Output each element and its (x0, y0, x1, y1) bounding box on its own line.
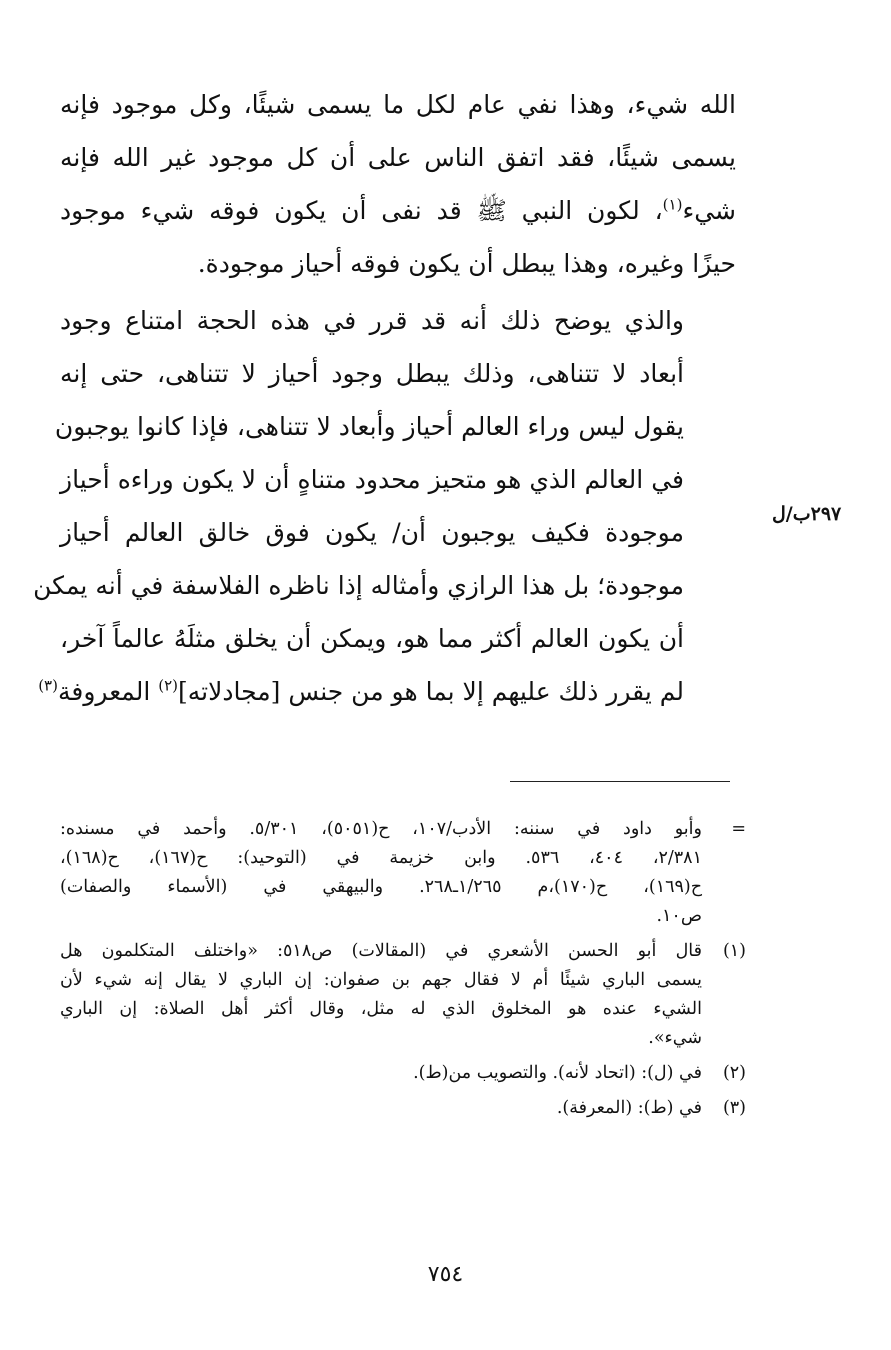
footnote-marker: (١) (722, 941, 746, 961)
text-line: حيزًا وغيره، وهذا يبطل أن يكون فوقه أحياز موجودة. (197, 249, 736, 278)
footnote-line: في (ط): (المعرفة). (556, 1098, 702, 1118)
manuscript-folio-marker: ٢٩٧ب/ل (772, 503, 842, 525)
text-line: الله شيء، وهذا نفي عام لكل ما يسمى شيئًا، وكل موجود فإنه (60, 90, 736, 119)
text-segment: لم يقرر ذلك عليهم إلا بما هو من جنس [مجادلاته] (178, 677, 684, 706)
footnote-body (60, 815, 702, 931)
text-line: أن يكون العالم أكثر مما هو، ويمكن أن يخلق مثلَهُ عالماً آخر، (60, 624, 684, 653)
footnote-continuation (60, 815, 746, 931)
footnote-ref-3[interactable]: (٣) (38, 676, 58, 695)
text-segment: المعروفة (57, 677, 159, 706)
footnote-line: يسمى الباري شيئًا أم لا فقال جهم بن صفوان: إن الباري لا يقال إنه شيء لأن (60, 970, 702, 990)
footnote-line: قال أبو الحسن الأشعري في (المقالات) ص٥١٨: «واختلف المتكلمون هل (60, 941, 702, 961)
text-line (60, 184, 736, 237)
footnote-line: في (ل): (اتحاد لأنه). والتصويب من(ط). (413, 1063, 702, 1083)
footnote-line: وأبو داود في سننه: الأدب/١٠٧، ح(٥٠٥١)، ٥/٣٠١. وأحمد في مسنده: (60, 819, 702, 839)
footnote-line: ح(١٦٩)، ح(١٧٠)،م ١/٢٦٥ـ٢٦٨. والبيهقي في (الأسماء والصفات) (60, 877, 703, 897)
footnote-2 (60, 1059, 746, 1088)
text-line: أبعاد لا تتناهى، وذلك يبطل وجود أحياز لا تتناهى، حتى إنه (60, 359, 684, 388)
text-line: موجودة؛ بل هذا الرازي وأمثاله إذا ناظره الفلاسفة في أنه يمكن (33, 571, 684, 600)
footnote-ref-1[interactable]: (١) (662, 195, 683, 214)
footnote-marker: (٣) (722, 1098, 746, 1118)
text-line: موجودة فكيف يوجبون أن/ يكون فوق خالق العالم أحياز (60, 518, 684, 547)
text-line: والذي يوضح ذلك أنه قد قرر في هذه الحجة امتناع وجود (60, 306, 684, 335)
paragraph-2 (33, 294, 736, 718)
footnote-line: ص١٠. (656, 906, 702, 926)
footnote-line: شيء». (648, 1028, 702, 1048)
footnote-marker: = (731, 819, 746, 839)
footnote-marker: (٢) (722, 1063, 746, 1083)
text-line (38, 665, 736, 718)
text-line: يقول ليس وراء العالم أحياز وأبعاد لا تتناهى، فإذا كانوا يوجبون (54, 412, 684, 441)
footnote-ref-2[interactable]: (٢) (158, 676, 178, 695)
main-text (33, 78, 736, 718)
footnote-body (60, 937, 702, 1053)
footnote-line: ٢/٣٨١، ٤٠٤، ٥٣٦. وابن خزيمة في (التوحيد): ح(١٦٧)، ح(١٦٨)، (60, 848, 702, 868)
footnote-line: الشيء عنده هو المخلوق الذي له مثل، وقال أكثر أهل الصلاة: إن الباري (60, 999, 702, 1019)
footnotes (60, 815, 746, 1129)
page-number: ٧٥٤ (427, 1262, 464, 1287)
paragraph-1 (60, 78, 736, 290)
footnote-body (60, 1094, 702, 1123)
text-line: في العالم الذي هو متحيز محدود متناهٍ أن لا يكون وراءه أحياز (60, 465, 684, 494)
footnote-3 (60, 1094, 746, 1123)
text-segment: ، لكون النبي ﷺ قد نفى أن يكون فوقه شيء موجود (60, 196, 663, 225)
footnote-separator (510, 781, 730, 782)
text-segment: شيء (682, 196, 736, 225)
footnote-1 (60, 937, 746, 1053)
text-line: يسمى شيئًا، فقد اتفق الناس على أن كل موجود غير الله فإنه (60, 143, 736, 172)
footnote-body (60, 1059, 702, 1088)
